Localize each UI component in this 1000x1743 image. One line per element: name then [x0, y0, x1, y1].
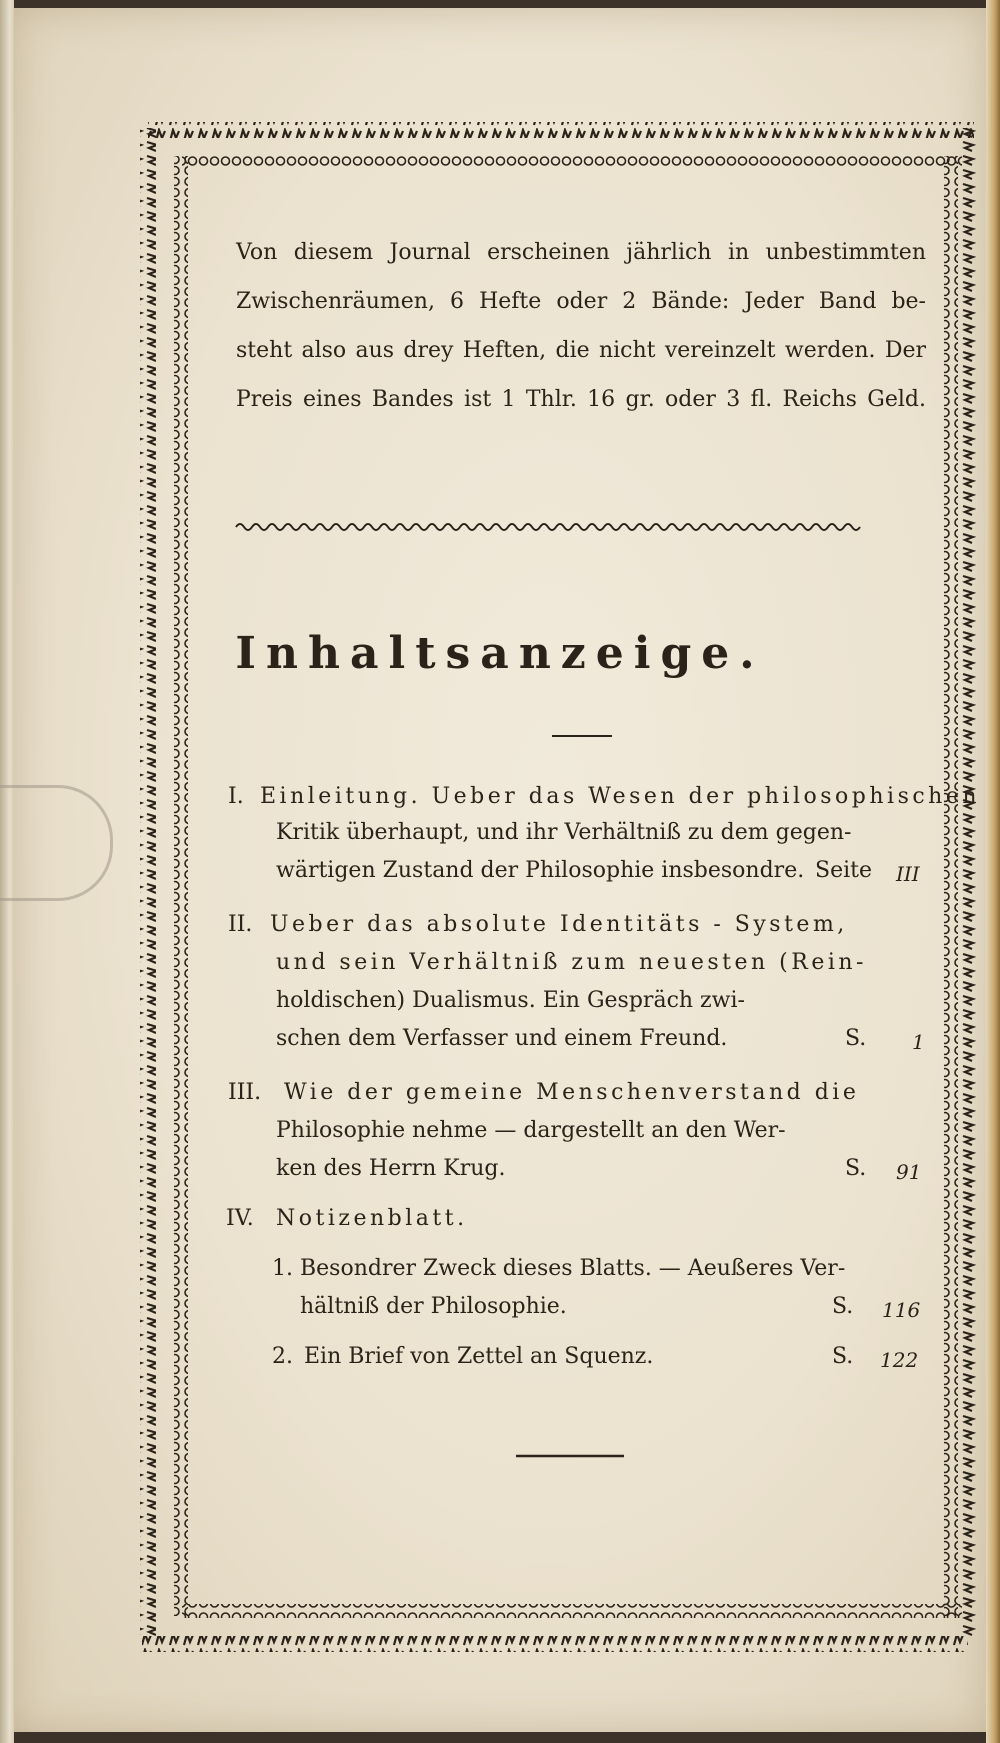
page-number: 1	[912, 1030, 925, 1054]
entry-number: I.	[228, 784, 244, 809]
entry-number: II.	[228, 912, 253, 937]
page-number: III	[896, 862, 920, 886]
page-prefix: S.	[832, 1294, 854, 1319]
entry-number: IV.	[226, 1206, 254, 1231]
entry-line: wärtigen Zustand der Philosophie insbesondre.	[276, 858, 805, 883]
subscription-notice	[236, 228, 926, 424]
page-number: 116	[882, 1298, 921, 1322]
entry-line: ken des Herrn Krug.	[276, 1156, 506, 1181]
entry-line: und sein Verhältniß zum neuesten (Rein-	[276, 950, 867, 975]
page-number: 122	[880, 1348, 919, 1372]
subentry-number: 1.	[272, 1256, 293, 1281]
entry-line: Wie der gemeine Menschenverstand die	[284, 1080, 860, 1105]
subentry-line: Besondrer Zweck dieses Blatts. — Aeußeres Ver-	[300, 1256, 846, 1281]
page-prefix: S.	[845, 1026, 867, 1051]
page-prefix: Seite	[815, 858, 872, 883]
page-prefix: S.	[832, 1344, 854, 1369]
entry-line: Notizenblatt.	[276, 1206, 468, 1231]
entry-line: schen dem Verfasser und einem Freund.	[276, 1026, 728, 1051]
notice-line: Preis eines Bandes ist 1 Thlr. 16 gr. oder 3 fl. Reichs Geld.	[236, 387, 926, 412]
subentry-line: Ein Brief von Zettel an Squenz.	[304, 1344, 654, 1369]
entry-line: Philosophie nehme — dargestellt an den Wer-	[276, 1118, 786, 1143]
entry-line: holdischen) Dualismus. Ein Gespräch zwi-	[276, 988, 745, 1013]
page-number: 91	[896, 1160, 922, 1184]
entry-number: III.	[228, 1080, 262, 1105]
entry-line: Ueber das absolute Identitäts - System,	[270, 912, 848, 937]
notice-line: Von diesem Journal erscheinen jährlich in unbestimmten	[236, 240, 926, 265]
page-title: Inhaltsanzeige.	[235, 628, 765, 679]
wavy-divider	[236, 524, 860, 530]
notice-line: Zwischenräumen, 6 Hefte oder 2 Bände: Jeder Band be-	[236, 289, 926, 314]
notice-line: steht also aus drey Heften, die nicht vereinzelt werden. Der	[236, 338, 926, 363]
entry-line: Einleitung. Ueber das Wesen der philosophischen	[260, 784, 981, 809]
subentry-number: 2.	[272, 1344, 293, 1369]
subentry-line: hältniß der Philosophie.	[300, 1294, 567, 1319]
entry-line: Kritik überhaupt, und ihr Verhältniß zu dem gegen-	[276, 820, 852, 845]
page-prefix: S.	[845, 1156, 867, 1181]
